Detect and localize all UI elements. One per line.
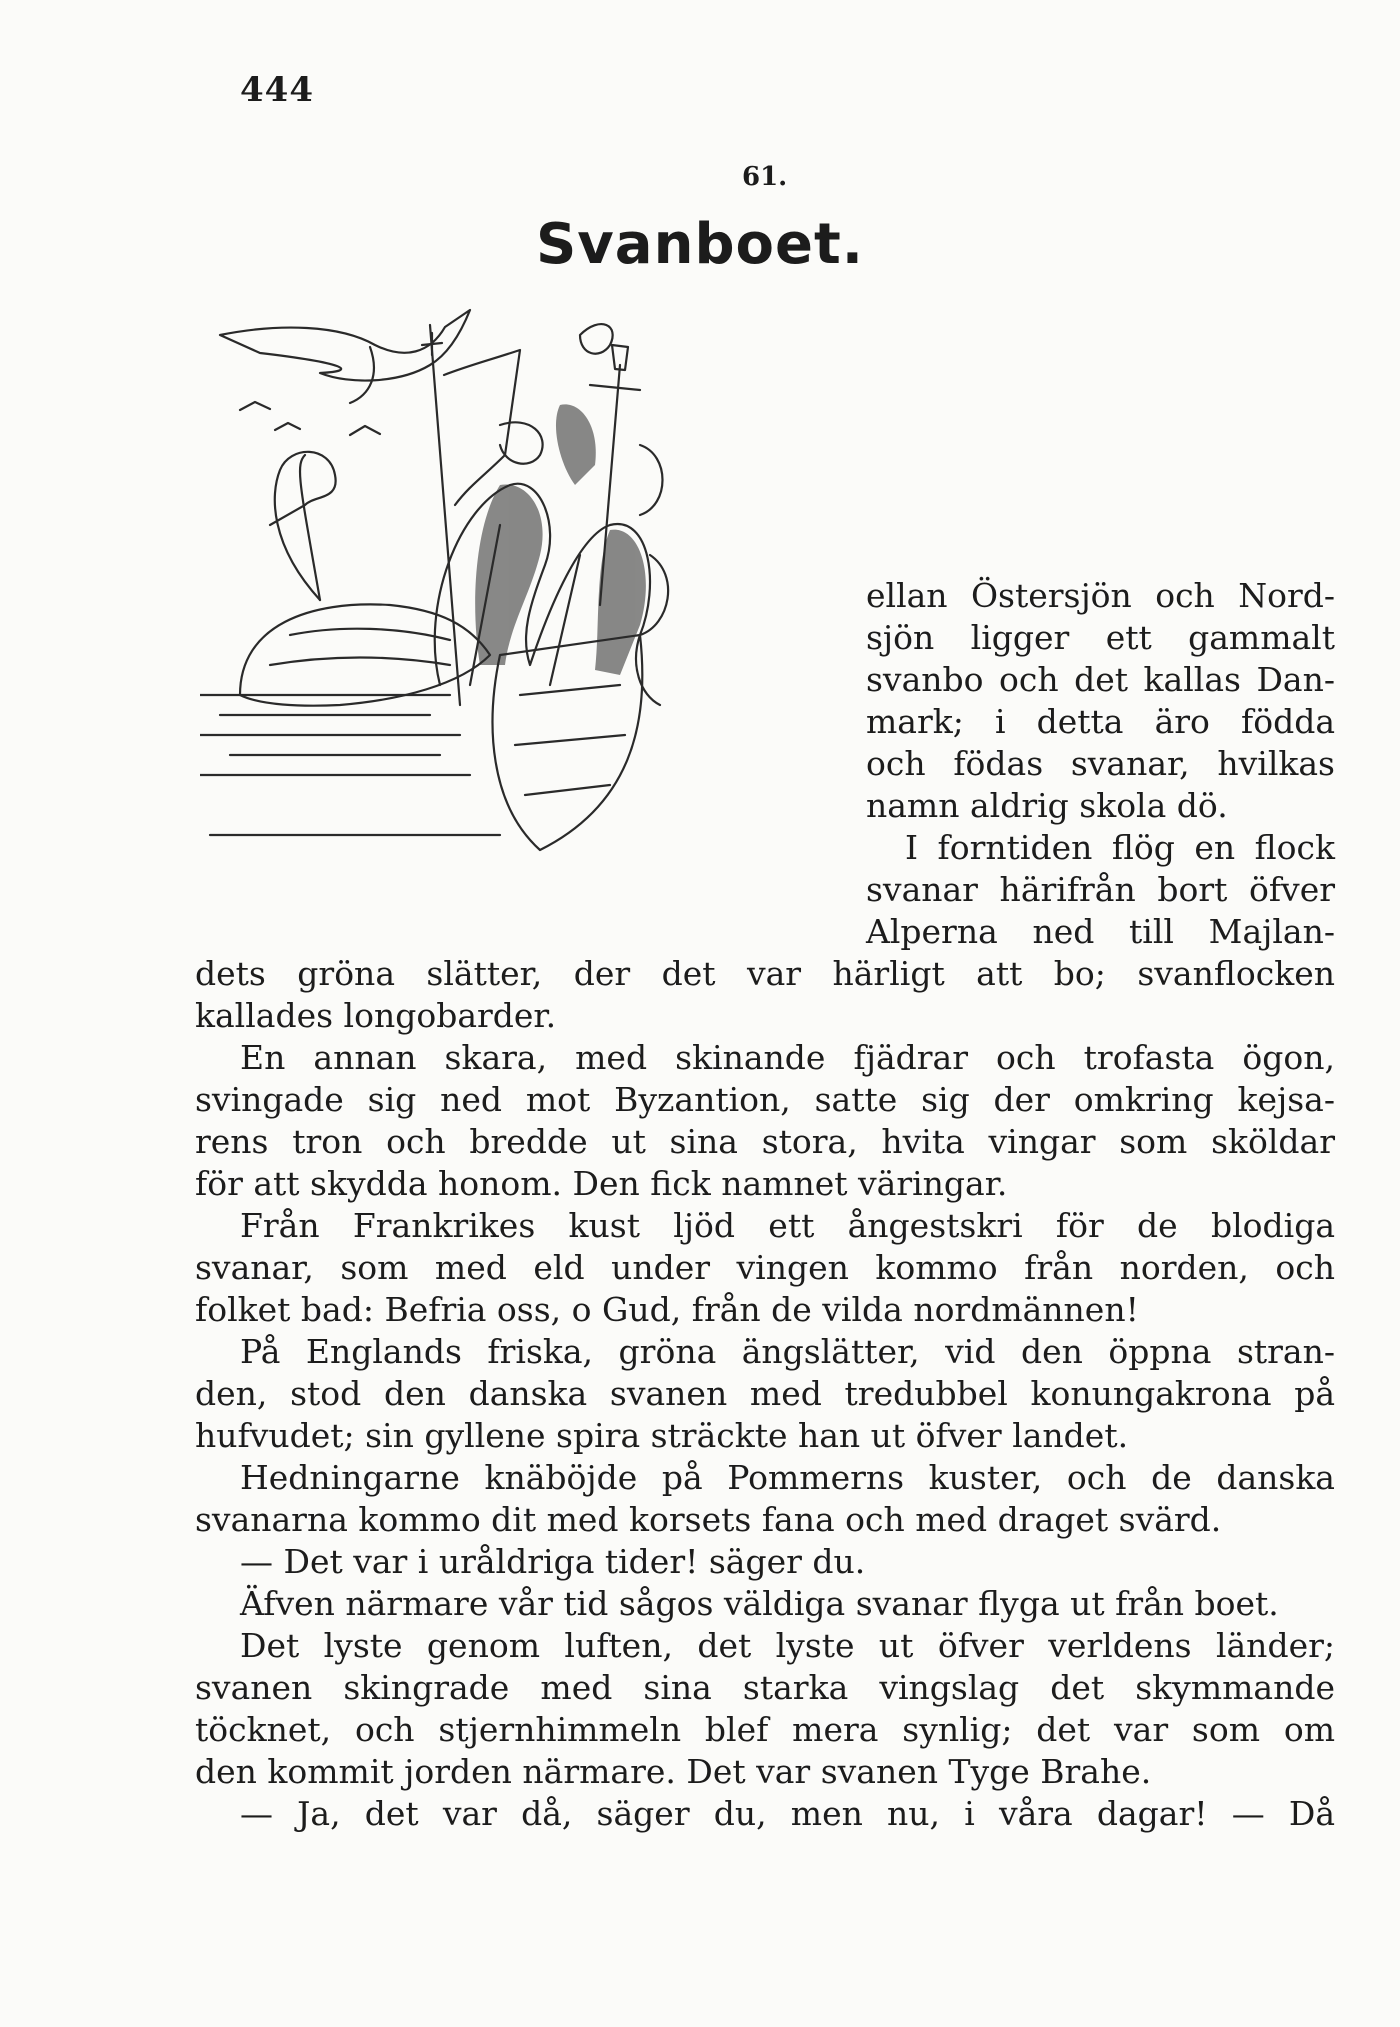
text-line: namn aldrig skola dö. bbox=[866, 786, 1228, 825]
text-line: En annan skara, med skinande fjädrar och trofasta ögon, bbox=[240, 1038, 1335, 1077]
text-line: svanen skingrade med sina starka vingslag det skymmande bbox=[195, 1668, 1335, 1707]
text-line: folket bad: Befria oss, o Gud, från de vilda nordmännen! bbox=[195, 1290, 1139, 1329]
text-line: sjön ligger ett gammalt bbox=[866, 618, 1335, 657]
text-line: rens tron och bredde ut sina stora, hvita vingar som sköldar bbox=[195, 1122, 1335, 1161]
text-line: töcknet, och stjernhimmeln blef mera synlig; det var som om bbox=[195, 1710, 1335, 1749]
text-line: svanar, som med eld under vingen kommo från norden, och bbox=[195, 1248, 1335, 1287]
text-line: kallades longobarder. bbox=[195, 996, 557, 1035]
text-line: den kommit jorden närmare. Det var svanen Tyge Brahe. bbox=[195, 1752, 1152, 1791]
swimming-swan-icon bbox=[270, 452, 336, 600]
text-line: Från Frankrikes kust ljöd ett ångestskri för de blodiga bbox=[240, 1206, 1335, 1245]
swan-heraldry-illustration bbox=[200, 305, 840, 945]
page-number: 444 bbox=[240, 70, 314, 110]
text-line: hufvudet; sin gyllene spira sträckte han ut öfver landet. bbox=[195, 1416, 1129, 1455]
text-line: för att skydda honom. Den fick namnet väringar. bbox=[195, 1164, 1008, 1203]
text-line: svanbo och det kallas Dan- bbox=[866, 660, 1335, 699]
text-line: svanarna kommo dit med korsets fana och med draget svärd. bbox=[195, 1500, 1222, 1539]
text-line: svanar härifrån bort öfver bbox=[866, 870, 1335, 909]
text-line: Äfven närmare vår tid sågos väldiga svanar flyga ut från boet. bbox=[240, 1584, 1279, 1623]
text-line: svingade sig ned mot Byzantion, satte sig der omkring kejsa- bbox=[195, 1080, 1335, 1119]
text-line: den, stod den danska svanen med tredubbel konungakrona på bbox=[195, 1374, 1335, 1413]
chapter-title: Svanboet. bbox=[535, 212, 865, 277]
text-line: Hedningarne knäböjde på Pommerns kuster, och de danska bbox=[240, 1458, 1335, 1497]
text-line: På Englands friska, gröna ängslätter, vid den öppna stran- bbox=[240, 1332, 1335, 1371]
text-line: I forntiden flög en flock bbox=[905, 828, 1335, 867]
text-line: — Ja, det var då, säger du, men nu, i våra dagar! — Då bbox=[240, 1794, 1335, 1833]
text-line: Alperna ned till Majlan- bbox=[866, 912, 1335, 951]
text-line: ellan Östersjön och Nord- bbox=[866, 576, 1335, 615]
text-line: och födas svanar, hvilkas bbox=[866, 744, 1335, 783]
text-line: mark; i detta äro födda bbox=[866, 702, 1335, 741]
text-line: — Det var i uråldriga tider! säger du. bbox=[240, 1542, 866, 1581]
chapter-number: 61. bbox=[742, 162, 788, 192]
text-line: Det lyste genom luften, det lyste ut öfver verldens länder; bbox=[240, 1626, 1335, 1665]
text-line: dets gröna slätter, der det var härligt att bo; svanflocken bbox=[195, 954, 1335, 993]
